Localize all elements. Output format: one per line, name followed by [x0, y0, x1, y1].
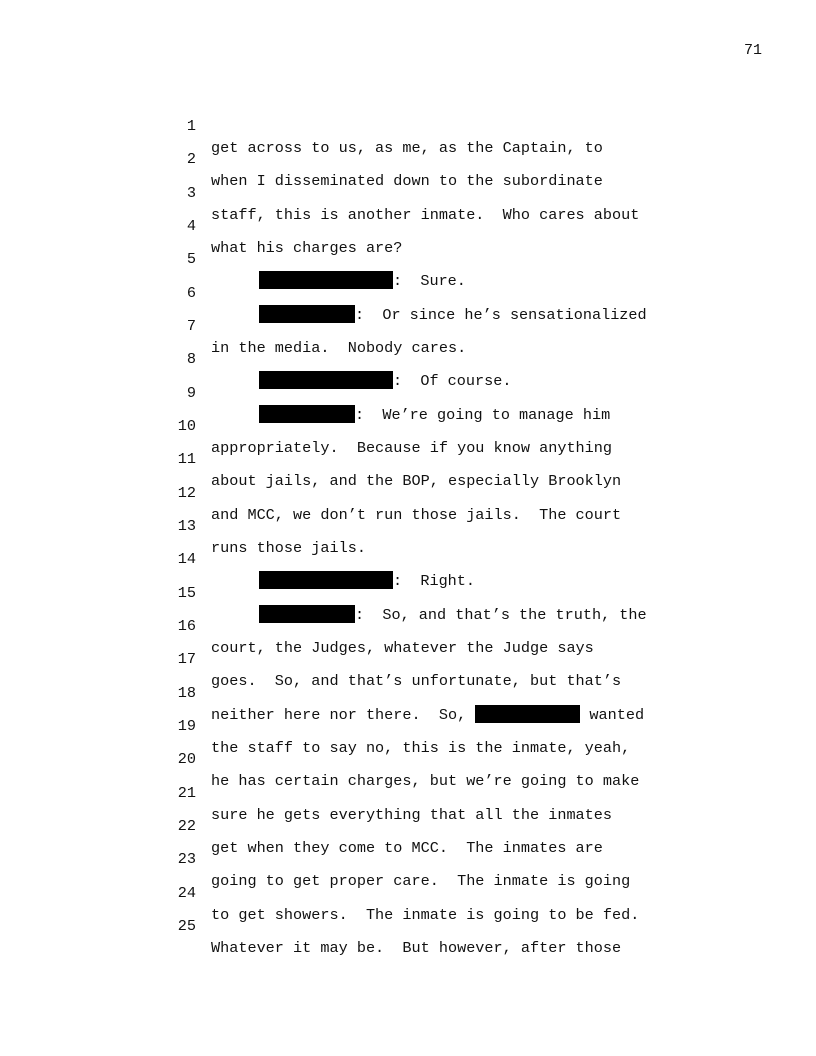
line-number: 24: [177, 883, 196, 902]
line-number: 1: [186, 117, 196, 135]
line-text: appropriately. Because if you know anything: [211, 439, 613, 457]
transcript-line: [0, 193, 816, 257]
transcript-line: [0, 793, 816, 857]
line-number: 19: [177, 717, 196, 735]
line-number: 15: [177, 583, 196, 602]
line-text: : Or since he’s sensationalized: [355, 305, 647, 324]
transcript-line: [0, 626, 816, 691]
line-text: what his charges are?: [211, 239, 403, 257]
line-number: 5: [186, 250, 196, 269]
transcript-line: [0, 526, 816, 591]
line-number: 25: [177, 917, 196, 935]
line-number: 7: [186, 317, 196, 335]
transcript-line: [0, 726, 816, 791]
line-text: : Right.: [393, 572, 476, 591]
line-number: 6: [186, 283, 196, 302]
line-text: : Of course.: [393, 372, 512, 391]
line-number: 4: [186, 217, 196, 235]
line-text: runs those jails.: [211, 539, 366, 557]
transcript-line: [0, 493, 816, 557]
transcript-line: [0, 93, 816, 157]
line-number: 2: [186, 150, 196, 169]
line-text: : We’re going to manage him: [355, 405, 611, 424]
line-text: sure he gets everything that all the inmates: [211, 805, 613, 824]
line-text: : Sure.: [393, 272, 466, 291]
line-number: 12: [177, 483, 196, 502]
line-number: 10: [177, 417, 196, 435]
transcript-line: [0, 160, 816, 224]
line-number: 3: [186, 183, 196, 202]
line-text: when I disseminated down to the subordinate: [211, 172, 603, 191]
line-number: 21: [177, 783, 196, 802]
line-number: 11: [177, 450, 196, 469]
line-text: get when they come to MCC. The inmates are: [211, 839, 603, 857]
transcript-line: [0, 126, 816, 191]
line-number: 8: [186, 350, 196, 369]
transcript-body: [0, 93, 816, 1023]
transcript-line: [0, 826, 816, 891]
line-number: 20: [177, 750, 196, 769]
line-text: wanted: [580, 705, 645, 724]
transcript-line: [0, 460, 816, 524]
line-text: going to get proper care. The inmate is going: [211, 872, 631, 891]
page-number: 71: [743, 42, 762, 59]
transcript-line: [0, 593, 816, 657]
transcript-line: [0, 360, 816, 424]
line-text: the staff to say no, this is the inmate, yeah,: [211, 739, 631, 757]
transcript-line: [0, 760, 816, 824]
transcript-line: [0, 860, 816, 924]
transcript-line: [0, 260, 816, 324]
transcript-line: [0, 226, 816, 291]
line-text: court, the Judges, whatever the Judge says: [211, 639, 594, 657]
line-number: 18: [177, 683, 196, 702]
line-text: in the media. Nobody cares.: [211, 339, 467, 357]
transcript-line: [0, 893, 816, 957]
line-text: to get showers. The inmate is going to be fed.: [211, 905, 640, 924]
line-text: goes. So, and that’s unfortunate, but that’s: [211, 672, 622, 691]
line-text: and MCC, we don’t run those jails. The court: [211, 505, 622, 524]
transcript-line: [0, 660, 816, 724]
line-number: 22: [177, 817, 196, 835]
line-text: Whatever it may be. But however, after those: [211, 939, 622, 957]
line-text: he has certain charges, but we’re going to make: [211, 772, 640, 791]
line-text: get across to us, as me, as the Captain, to: [211, 139, 603, 157]
line-text: staff, this is another inmate. Who cares about: [211, 205, 640, 224]
line-text: about jails, and the BOP, especially Brooklyn: [211, 472, 622, 491]
transcript-line: [0, 426, 816, 491]
transcript-line: [0, 293, 816, 357]
line-text: neither here nor there. So,: [211, 705, 476, 724]
transcript-line: [0, 326, 816, 391]
line-number: 23: [177, 850, 196, 869]
line-text: : So, and that’s the truth, the: [355, 605, 647, 624]
transcript-line: [0, 560, 816, 624]
transcript-line: [0, 693, 816, 757]
line-number: 9: [186, 383, 196, 402]
line-number: 17: [177, 650, 196, 669]
line-number: 14: [177, 550, 196, 569]
transcript-line: [0, 393, 816, 457]
line-number: 13: [177, 517, 196, 535]
line-number: 16: [177, 617, 196, 635]
